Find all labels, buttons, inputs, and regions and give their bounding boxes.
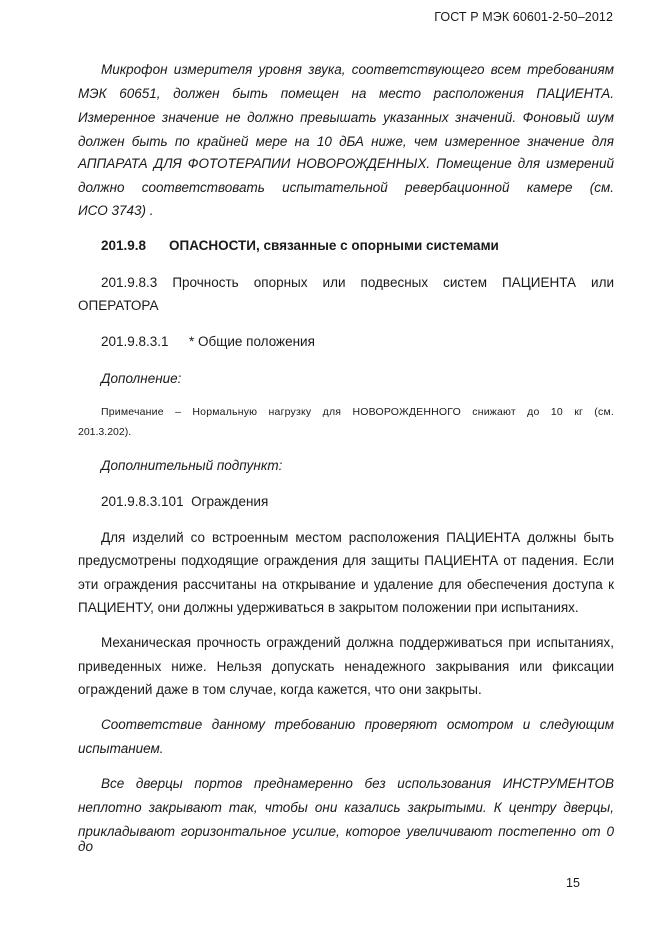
section-title: Ограждения xyxy=(191,494,269,509)
extra-subclause-label: Дополнительный подпункт: xyxy=(101,458,283,473)
document-header: ГОСТ Р МЭК 60601-2-50–2012 xyxy=(434,10,613,24)
text-line: эти ограждения рассчитаны на открывание и удаление для обеспечения доступа к xyxy=(78,577,614,592)
text-line: Измеренное значение не должно превышать указанных значений. Фоновый шум xyxy=(78,110,614,125)
section-number: 201.9.8.3.1 xyxy=(101,334,169,349)
text-line: ограждений даже в том случае, когда кажется, что они закрыты. xyxy=(78,682,482,697)
text-line: ПАЦИЕНТУ, они должны удерживаться в закрытом положении при испытаниях. xyxy=(78,600,579,615)
text-line: должно соответствовать испытательной ревербационной камере (см. xyxy=(78,180,614,195)
text-line: испытанием. xyxy=(78,741,164,756)
addition-label: Дополнение: xyxy=(101,371,182,386)
text-line: должен быть по крайней мере на 10 дБА ниже, чем измеренное значение для xyxy=(78,134,614,149)
text-line: Механическая прочность ограждений должна поддерживаться при испытаниях, xyxy=(101,635,614,650)
section-heading-201-9-8-3-1 xyxy=(101,334,637,349)
text-line: МЭК 60651, должен быть помещен на место расположения ПАЦИЕНТА. xyxy=(78,86,614,101)
note-line: 201.3.202). xyxy=(78,426,132,438)
section-title: * Общие положения xyxy=(189,334,315,349)
section-title: ОПАСНОСТИ, связанные с опорными системами xyxy=(169,238,499,253)
section-heading-continuation: ОПЕРАТОРА xyxy=(78,298,159,313)
text-line: Микрофон измерителя уровня звука, соответствующего всем требованиям xyxy=(101,62,614,77)
text-line: АППАРАТА ДЛЯ ФОТОТЕРАПИИ НОВОРОЖДЕННЫХ. Помещение для измерений xyxy=(78,156,614,171)
text-line: прикладывают горизонтальное усилие, которое увеличивают постепенно от 0 до xyxy=(78,824,614,854)
text-line: Для изделий со встроенным местом расположения ПАЦИЕНТА должны быть xyxy=(101,530,614,545)
page-number: 15 xyxy=(566,876,580,890)
text-line: неплотно закрывают так, чтобы они казались закрытыми. К центру дверцы, xyxy=(78,800,614,815)
note-line: Примечание – Нормальную нагрузку для НОВОРОЖДЕННОГО снижают до 10 кг (см. xyxy=(101,406,614,418)
text-line: Все дверцы портов преднамеренно без использования ИНСТРУМЕНТОВ xyxy=(101,776,614,791)
text-line: ИСО 3743) . xyxy=(78,203,154,218)
text-line: Соответствие данному требованию проверяют осмотром и следующим xyxy=(101,717,614,732)
text-line: предусмотрены подходящие ограждения для защиты ПАЦИЕНТА от падения. Если xyxy=(78,553,614,568)
section-heading-201-9-8-3: 201.9.8.3 Прочность опорных или подвесных систем ПАЦИЕНТА или xyxy=(101,275,614,290)
section-number: 201.9.8 xyxy=(101,238,147,253)
section-heading-201-9-8 xyxy=(101,238,637,253)
text-line: приведенных ниже. Нельзя допускать ненадежного закрывания или фиксации xyxy=(78,659,614,674)
section-number: 201.9.8.3.101 xyxy=(101,494,184,509)
section-heading-201-9-8-3-101 xyxy=(101,494,637,509)
